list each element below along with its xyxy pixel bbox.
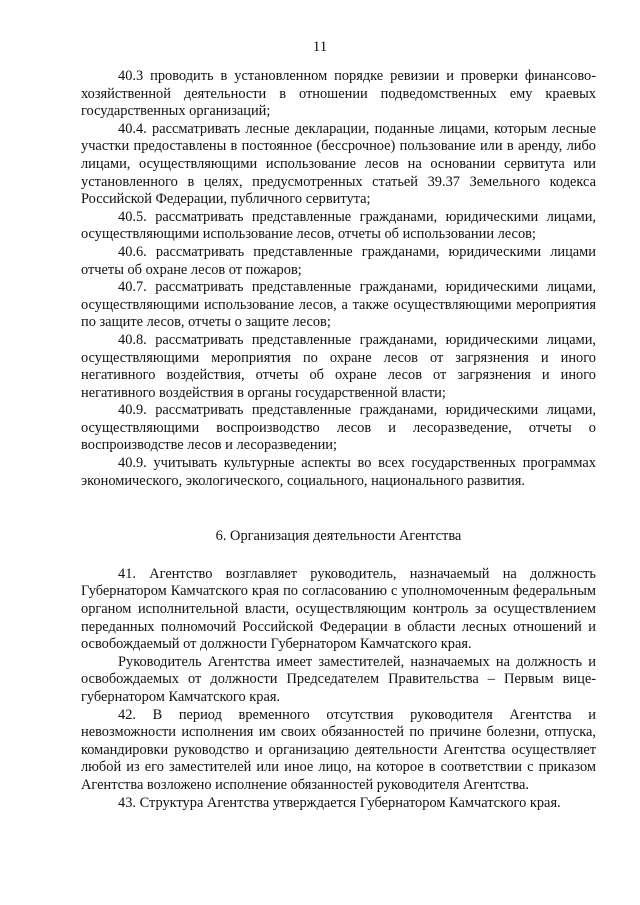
paragraph-40-5: 40.5. рассматривать представленные гражданами, юридическими лицами, осуществляющими использование лесов, отчеты об использовании лесов;: [81, 208, 596, 243]
paragraph-40-3: 40.3 проводить в установленном порядке ревизии и проверки финансово-хозяйственной деятельности в отношении подведомственных ему краевых государственных организаций;: [81, 68, 596, 120]
paragraph-40-8: 40.8. рассматривать представленные гражданами, юридическими лицами, осуществляющими мероприятия по охране лесов от загрязнения и иного негативного воздействия, отчеты об охране лесов от загрязнения и иного негативного воздействия в органы государственной власти;: [81, 331, 596, 401]
paragraph-41: 41. Агентство возглавляет руководитель, назначаемый на должность Губернатором Камчатского края по согласованию с уполномоченным федеральным органом исполнительной власти, осуществляющим контроль за осуществлением переданных полномочий Российской Федерации в области лесных отношений и освобождаемый от должности Губернатором Камчатского края.: [81, 565, 596, 653]
paragraph-41-deputies: Руководитель Агентства имеет заместителей, назначаемых на должность и освобождаемых от должности Председателем Правительства – Первым вице-губернатором Камчатского края.: [81, 653, 596, 705]
paragraph-43: 43. Структура Агентства утверждается Губернатором Камчатского края.: [118, 794, 561, 811]
paragraph-40-9-b: 40.9. учитывать культурные аспекты во всех государственных программах экономического, экологического, социального, национального развития.: [81, 455, 596, 489]
paragraph-40-6: 40.6. рассматривать представленные гражданами, юридическими лицами отчеты об охране лесов от пожаров;: [81, 243, 596, 278]
paragraph-42: 42. В период временного отсутствия руководителя Агентства и невозможности исполнения им своих обязанностей по причине болезни, отпуска, командировки руководство и организацию деятельности Агентства осуществляет любой из его заместителей или иное лицо, на которое в соответствии с приказом Агентства возложено исполнение обязанностей руководителя Агентства.: [81, 706, 596, 793]
paragraph-40-9-a: 40.9. рассматривать представленные гражданами, юридическими лицами, осуществляющими воспроизводство лесов и лесоразведение, отчеты о воспроизводстве лесов и лесоразведении;: [81, 402, 596, 454]
page-number: 11: [312, 39, 328, 55]
document-body: [81, 68, 596, 812]
paragraph-40-7: 40.7. рассматривать представленные гражданами, юридическими лицами, осуществляющими использование лесов, а также осуществляющими мероприятия по защите лесов, отчеты о защите лесов;: [81, 279, 596, 331]
paragraph-40-4: 40.4. рассматривать лесные декларации, поданные лицами, которым лесные участки предоставлены в постоянное (бессрочное) пользование или в аренду, либо лицами, осуществляющими использование лесов на основании сервитута или установленного в целях, предусмотренных статьей 39.37 Земельного кодекса Российской Федерации, публичного сервитута;: [81, 120, 596, 208]
section-heading: 6. Организация деятельности Агентства: [215, 528, 462, 545]
